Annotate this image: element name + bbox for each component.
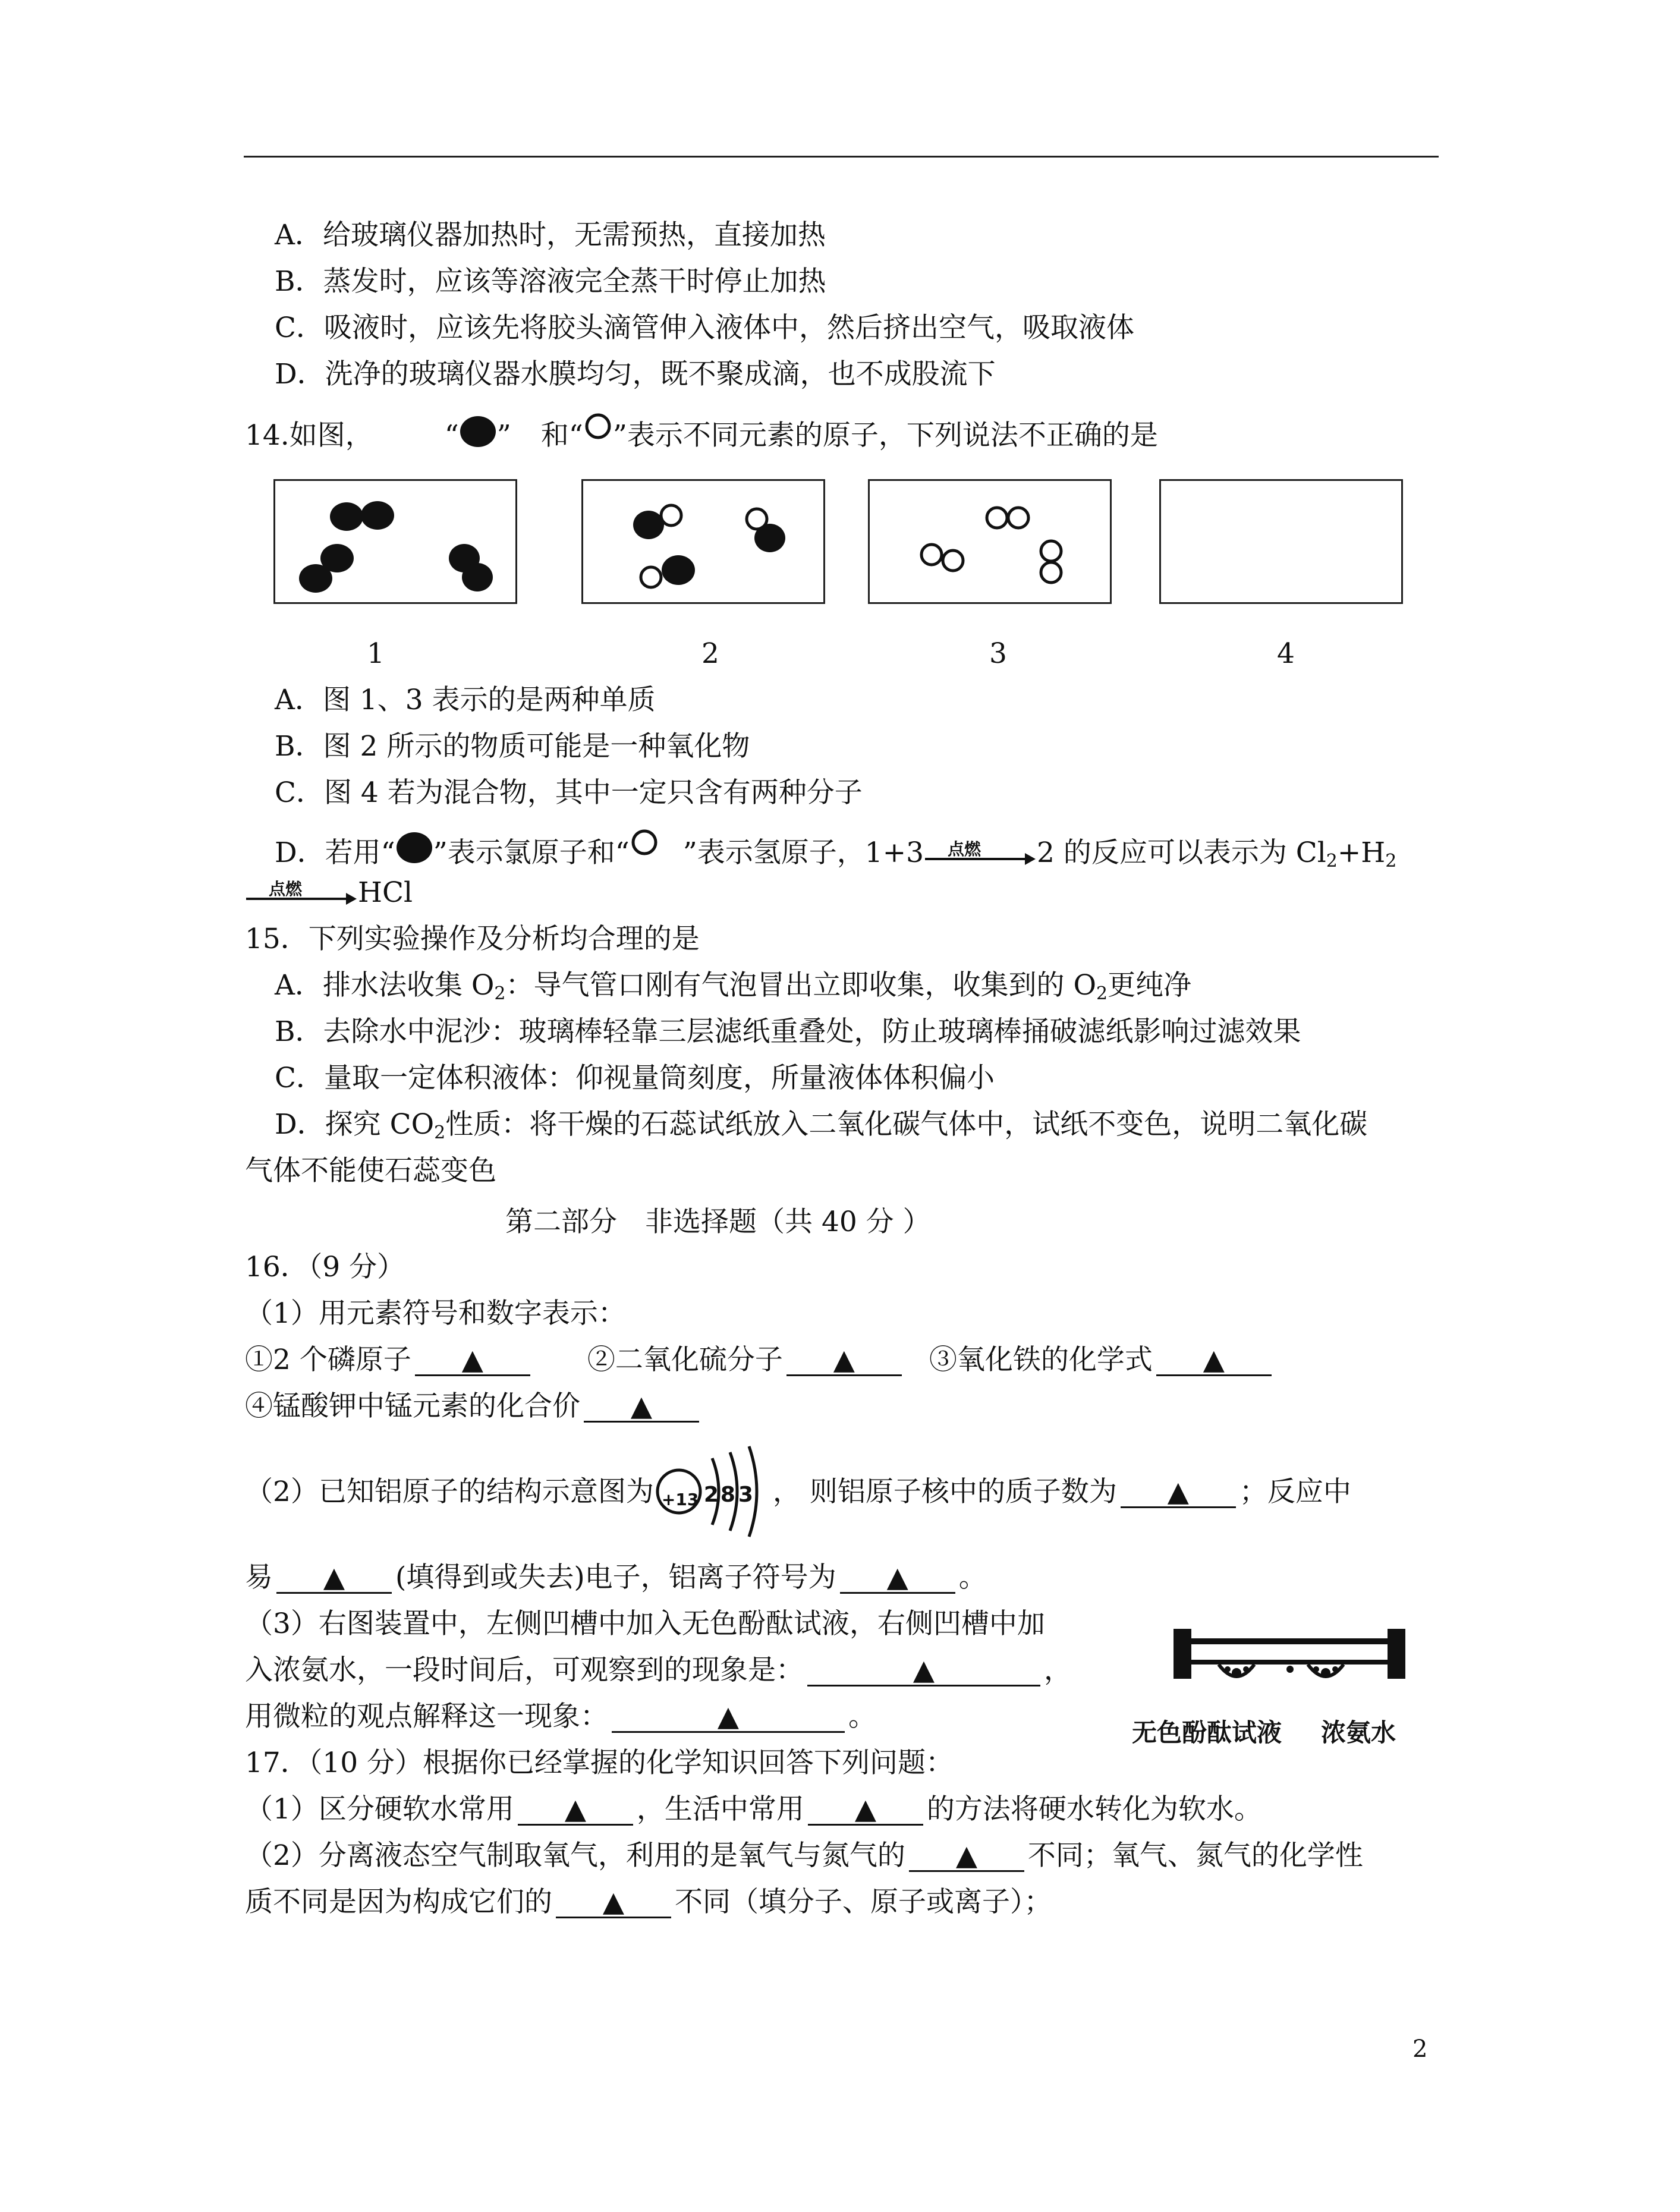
label-ammonia: 浓氨水 (1321, 1718, 1396, 1747)
q16-part1: （1）用元素符号和数字表示： (245, 1297, 626, 1330)
answer-blank[interactable]: ▲ (556, 1884, 671, 1918)
figure-box-4 (1159, 479, 1403, 604)
q16-part1-items: ①2 个磷原子 ▲ ②二氧化硫分子 ▲ ③氧化铁的化学式 ▲ (245, 1342, 1275, 1378)
answer-blank[interactable]: ▲ (276, 1560, 392, 1594)
q15-option-a: A．排水法收集 $O_2$：导气管口刚有气泡冒出立即收集，收集到的 $O_2$更纯净 (275, 969, 1192, 1004)
answer-blank[interactable]: ▲ (840, 1560, 955, 1594)
q14-option-b: B．图 2 所示的物质可能是一种氧化物 (275, 730, 750, 763)
q14-stem: 14.如图， “ ” 和“ ”表示不同元素的原子，下列说法不正确的是 (245, 411, 1158, 454)
figure-label-4: 4 (1277, 637, 1295, 670)
atom-nucleus-label: +13 (661, 1490, 699, 1509)
q16-part3-line2: 入浓氨水，一段时间后，可观察到的现象是： ▲ ， (245, 1654, 1072, 1686)
q15-option-c: C．量取一定体积液体：仰视量筒刻度，所量液体体积偏小 (275, 1062, 995, 1094)
q13-option-a: A．给玻璃仪器加热时，无需预热，直接加热 (275, 219, 826, 251)
white-atom-icon (583, 411, 613, 441)
q16-part2-cont: 易 ▲ (填得到或失去)电子，铝离子符号为 ▲ 。 (245, 1561, 987, 1594)
black-atom-icon (395, 831, 433, 864)
figure-box-1 (273, 479, 517, 604)
q15-option-b: B．去除水中泥沙：玻璃棒轻靠三层滤纸重叠处，防止玻璃棒捅破滤纸影响过滤效果 (275, 1015, 1301, 1048)
atom-structure-diagram (654, 1476, 773, 1512)
section-heading: 第二部分 非选择题（共 40 分 ） (505, 1206, 931, 1238)
page-number: 2 (1412, 2035, 1428, 2063)
figure-box-2 (581, 479, 825, 604)
answer-blank[interactable]: ▲ (786, 1342, 902, 1376)
header-rule (244, 156, 1439, 158)
apparatus-drawing (1165, 1623, 1427, 1712)
q14-option-d-cont: 点燃 HCl (245, 875, 413, 911)
q14-option-a: A．图 1、3 表示的是两种单质 (275, 684, 656, 716)
q14-option-c: C．图 4 若为混合物，其中一定只含有两种分子 (275, 776, 863, 809)
answer-blank[interactable]: ▲ (1121, 1474, 1236, 1508)
q16-part2: （2）已知铝原子的结构示意图为 +13 2 8 3 ， 则铝原子核中的质子数为 ▲ ；反应中 (245, 1474, 1351, 1512)
q17-part2-cont: 质不同是因为构成它们的 ▲ 不同（填分子、原子或离子）； (245, 1886, 1052, 1918)
label-phenolphthalein: 无色酚酞试液 (1132, 1718, 1282, 1747)
ammonia-diffusion-apparatus (1132, 1623, 1427, 1754)
figure-label-3: 3 (989, 637, 1007, 670)
figure-2-molecules (583, 481, 823, 602)
q17-part1: （1）区分硬软水常用 ▲ ，生活中常用 ▲ 的方法将硬水转化为软水。 (245, 1793, 1262, 1826)
q17-part2: （2）分离液态空气制取氧气，利用的是氧气与氮气的 ▲ 不同；氧气、氮气的化学性 (245, 1839, 1363, 1872)
q13-option-b: B．蒸发时，应该等溶液完全蒸干时停止加热 (275, 265, 826, 298)
q16-part1-item4: ④锰酸钾中锰元素的化合价 ▲ (245, 1389, 703, 1424)
answer-blank[interactable]: ▲ (807, 1653, 1040, 1686)
answer-blank[interactable]: ▲ (909, 1838, 1024, 1872)
q16-part3-line1: （3）右图装置中，左侧凹槽中加入无色酚酞试液，右侧凹槽中加 (245, 1607, 1045, 1640)
white-atom-icon (630, 827, 659, 857)
ignite-arrow: 点燃 (245, 880, 358, 910)
q13-option-c: C．吸液时，应该先将胶头滴管伸入液体中，然后挤出空气，吸取液体 (275, 311, 1134, 344)
answer-blank[interactable]: ▲ (584, 1389, 699, 1423)
answer-blank[interactable]: ▲ (808, 1792, 923, 1826)
q15-stem: 15．下列实验操作及分析均合理的是 (245, 923, 700, 955)
atom-shell-2: 8 (720, 1483, 735, 1507)
q13-option-d: D．洗净的玻璃仪器水膜均匀，既不聚成滴，也不成股流下 (275, 358, 996, 391)
q16-part3-line3: 用微粒的观点解释这一现象： ▲ 。 (245, 1700, 876, 1733)
figure-box-3 (868, 479, 1112, 604)
answer-blank[interactable]: ▲ (1156, 1342, 1272, 1376)
figure-label-2: 2 (701, 637, 719, 670)
black-atom-icon (459, 415, 497, 448)
answer-blank[interactable]: ▲ (415, 1342, 530, 1376)
q16-heading: 16．（9 分） (245, 1251, 405, 1283)
answer-blank[interactable]: ▲ (518, 1792, 633, 1826)
q14-option-d: D．若用“ ”表示氯原子和“ ”表示氢原子，1+3 点燃 2 的反应可以表示为 $Cl_2+H_2$ (275, 827, 1396, 879)
q15-option-d: D．探究 $CO_2$性质：将干燥的石蕊试纸放入二氧化碳气体中，试纸不变色，说明二氧化碳 (275, 1108, 1368, 1143)
ignite-arrow: 点燃 (924, 840, 1037, 870)
q17-heading: 17．（10 分）根据你已经掌握的化学知识回答下列问题： (245, 1747, 954, 1779)
answer-blank[interactable]: ▲ (612, 1699, 845, 1733)
q15-option-d-cont: 气体不能使石蕊变色 (245, 1154, 496, 1187)
figure-1-molecules (275, 481, 515, 602)
figure-3-molecules (870, 481, 1110, 602)
atom-shell-3: 3 (738, 1483, 753, 1507)
figure-label-1: 1 (367, 637, 385, 670)
atom-shell-1: 2 (703, 1483, 719, 1507)
